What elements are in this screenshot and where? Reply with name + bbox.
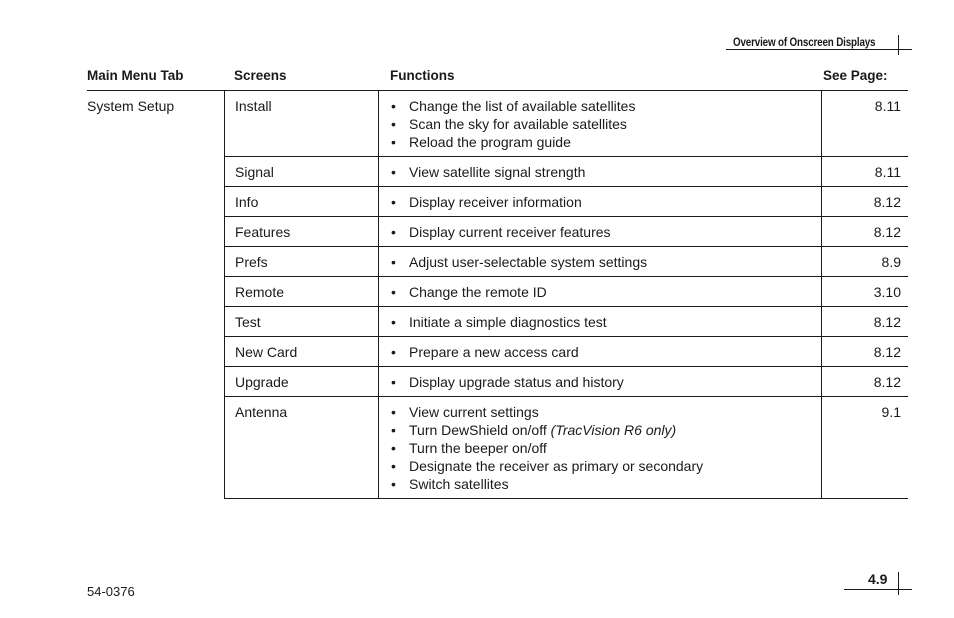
see-page-cell: 8.9: [822, 247, 909, 277]
column-header-main-menu-tab: Main Menu Tab: [87, 68, 184, 83]
see-page-cell: 3.10: [822, 277, 909, 307]
screen-cell: Prefs: [225, 247, 379, 277]
column-header-see-page: See Page:: [823, 68, 888, 83]
screen-cell: Test: [225, 307, 379, 337]
see-page-cell: 8.11: [822, 157, 909, 187]
functions-cell: [379, 247, 822, 277]
see-page-cell: 9.1: [822, 397, 909, 499]
see-page-cell: 8.12: [822, 307, 909, 337]
screen-cell: Features: [225, 217, 379, 247]
function-item-text: Turn DewShield on/off: [409, 422, 551, 438]
function-item: • View current settings: [391, 403, 821, 421]
page-number-rule: [844, 589, 912, 590]
functions-cell: [379, 217, 822, 247]
screen-cell: Info: [225, 187, 379, 217]
functions-cell: [379, 337, 822, 367]
document-number: 54-0376: [87, 584, 135, 599]
function-item: • Prepare a new access card: [391, 343, 821, 361]
page-number-tick: [898, 572, 899, 595]
function-item: • Adjust user-selectable system settings: [391, 253, 821, 271]
function-item: • Switch satellites: [391, 475, 821, 493]
see-page-cell: 8.12: [822, 217, 909, 247]
functions-cell: [379, 307, 822, 337]
page-number: 4.9: [868, 571, 888, 587]
function-item: • Turn the beeper on/off: [391, 439, 821, 457]
model-note: (TracVision R6 only): [550, 422, 677, 438]
screen-cell: Install: [225, 91, 379, 157]
function-item: • Display current receiver features: [391, 223, 821, 241]
screen-cell: Upgrade: [225, 367, 379, 397]
see-page-cell: 8.12: [822, 367, 909, 397]
functions-cell: [379, 277, 822, 307]
main-menu-tab-cell: System Setup: [87, 91, 225, 499]
functions-cell: [379, 367, 822, 397]
functions-cell: [379, 91, 822, 157]
function-item: • Display receiver information: [391, 193, 821, 211]
screen-cell: Signal: [225, 157, 379, 187]
running-head-tick: [898, 35, 899, 55]
screen-cell: Remote: [225, 277, 379, 307]
function-item: • View satellite signal strength: [391, 163, 821, 181]
screen-cell: New Card: [225, 337, 379, 367]
column-header-functions: Functions: [390, 68, 455, 83]
see-page-cell: 8.12: [822, 187, 909, 217]
function-item: • Reload the program guide: [391, 133, 821, 151]
function-item: • Change the list of available satellites: [391, 97, 821, 115]
functions-table: [87, 90, 908, 499]
running-head-title: Overview of Onscreen Displays: [733, 35, 876, 49]
column-header-screens: Screens: [234, 68, 287, 83]
function-item: • Change the remote ID: [391, 283, 821, 301]
table-row-install: [87, 91, 908, 157]
function-item: • Designate the receiver as primary or secondary: [391, 457, 821, 475]
running-head-rule: [726, 49, 912, 50]
function-item-dewshield: [391, 421, 821, 439]
functions-cell: [379, 157, 822, 187]
functions-cell: [379, 187, 822, 217]
functions-cell: [379, 397, 822, 499]
see-page-cell: 8.11: [822, 91, 909, 157]
see-page-cell: 8.12: [822, 337, 909, 367]
function-item: • Initiate a simple diagnostics test: [391, 313, 821, 331]
function-item: • Scan the sky for available satellites: [391, 115, 821, 133]
screen-cell: Antenna: [225, 397, 379, 499]
function-item: • Display upgrade status and history: [391, 373, 821, 391]
